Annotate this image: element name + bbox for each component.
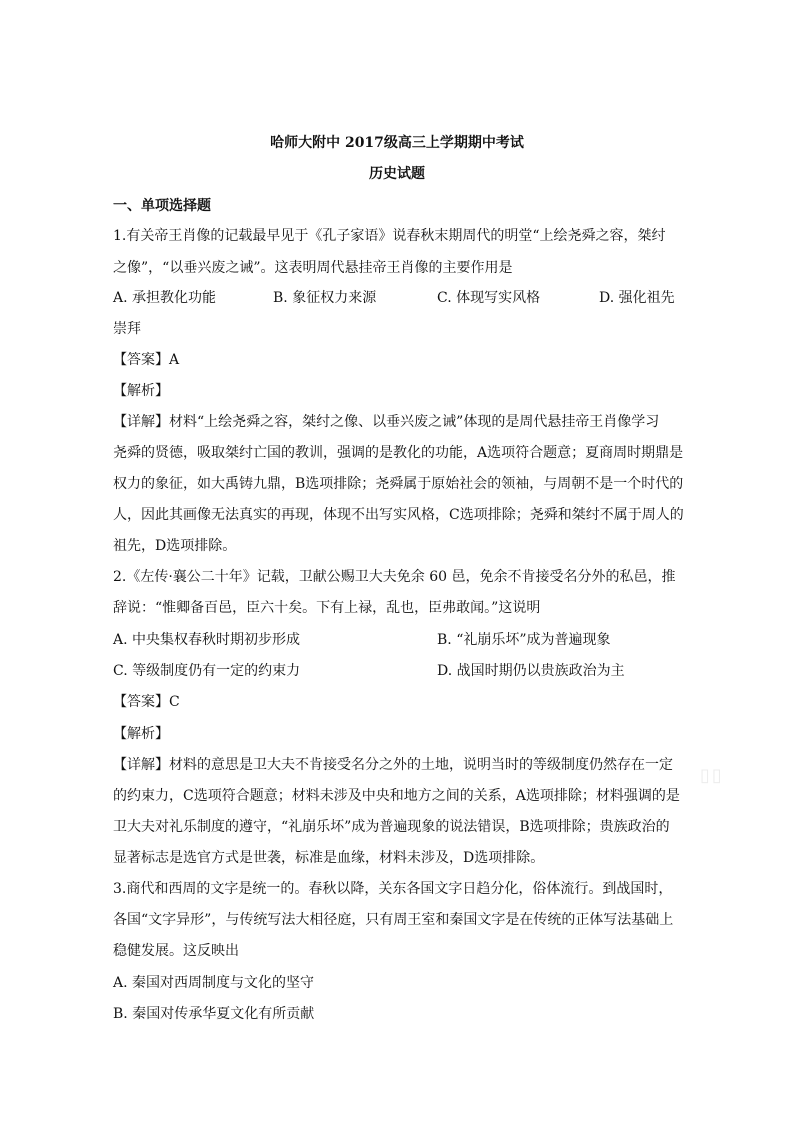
q2-detail-line: 卫大夫对礼乐制度的遵守，“礼崩乐坏”成为普遍现象的说法错误，B选项排除；贵族政治的 [113, 819, 670, 835]
q1-answer: 【答案】A [113, 352, 180, 368]
q2-answer: 【答案】C [113, 694, 180, 710]
q1-option-d: D. 强化祖先 [599, 290, 675, 306]
q1-stem-line-2: 之像”，“以垂兴废之诫”。这表明周代悬挂帝王肖像的主要作用是 [113, 260, 513, 276]
section-heading: 一、单项选择题 [113, 198, 211, 214]
q1-option-d-continued: 崇拜 [113, 321, 141, 337]
q3-stem-line: 稳健发展。这反映出 [113, 943, 239, 959]
q2-detail-line: 的约束力，C选项符合题意；材料未涉及中央和地方之间的关系，A选项排除；材料强调的是 [113, 788, 680, 804]
q1-option-b: B. 象征权力来源 [273, 290, 377, 306]
q2-stem-line-2: 辞说：“惟卿备百邑，臣六十矣。下有上禄，乱也，臣弗敢闻。”这说明 [113, 600, 541, 616]
q1-option-a: A. 承担教化功能 [113, 290, 217, 306]
q2-analysis-label: 【解析】 [113, 726, 169, 742]
faint-watermark: ▯▯ [700, 765, 724, 786]
q1-option-c: C. 体现写实风格 [437, 290, 541, 306]
q1-detail-line: 祖先，D选项排除。 [113, 538, 237, 554]
exam-title: 哈师大附中 2017级高三上学期期中考试 [270, 135, 524, 151]
q1-detail-line: 尧舜的贤德，吸取桀纣亡国的教训，强调的是教化的功能，A选项符合题意；夏商周时期鼎是 [113, 445, 684, 461]
q3-option-a: A. 秦国对西周制度与文化的坚守 [113, 975, 315, 991]
exam-subtitle: 历史试题 [369, 166, 425, 182]
q1-detail-line: 权力的象征，如大禹铸九鼎，B选项排除；尧舜属于原始社会的领袖，与周朝不是一个时代的 [113, 476, 684, 492]
q2-stem-line-1: 2.《左传·襄公二十年》记载，卫献公赐卫大夫免余 60 邑，免余不肯接受名分外的私邑，推 [113, 569, 676, 585]
q3-stem-line: 各国“文字异形”，与传统写法大相径庭，只有周王室和秦国文字是在传统的正体写法基础上 [113, 912, 674, 928]
q1-analysis-label: 【解析】 [113, 383, 169, 399]
q3-stem-line: 3.商代和西周的文字是统一的。春秋以降，关东各国文字日趋分化，俗体流行。到战国时， [113, 881, 673, 897]
q1-stem-line-1: 1.有关帝王肖像的记载最早见于《孔子家语》说春秋末期周代的明堂“上绘尧舜之容，桀纣 [113, 228, 666, 244]
q1-detail-line: 人，因此其画像无法真实的再现，体现不出写实风格，C选项排除；尧舜和桀纣不属于周人的 [113, 507, 684, 523]
q2-option-c: C. 等级制度仍有一定的约束力 [113, 663, 301, 679]
q2-option-d: D. 战国时期仍以贵族政治为主 [437, 663, 625, 679]
q2-detail-line: 【详解】材料的意思是卫大夫不肯接受名分之外的土地，说明当时的等级制度仍然存在一定 [113, 757, 673, 773]
q2-detail-line: 显著标志是选官方式是世袭，标准是血缘，材料未涉及，D选项排除。 [113, 850, 545, 866]
q2-option-b: B. “礼崩乐坏”成为普遍现象 [437, 632, 611, 648]
q2-option-a: A. 中央集权春秋时期初步形成 [113, 632, 301, 648]
q1-detail-line: 【详解】材料“上绘尧舜之容，桀纣之像、以垂兴废之诫”体现的是周代悬挂帝王肖像学习 [113, 414, 660, 430]
q3-option-b: B. 秦国对传承华夏文化有所贡献 [113, 1006, 315, 1022]
